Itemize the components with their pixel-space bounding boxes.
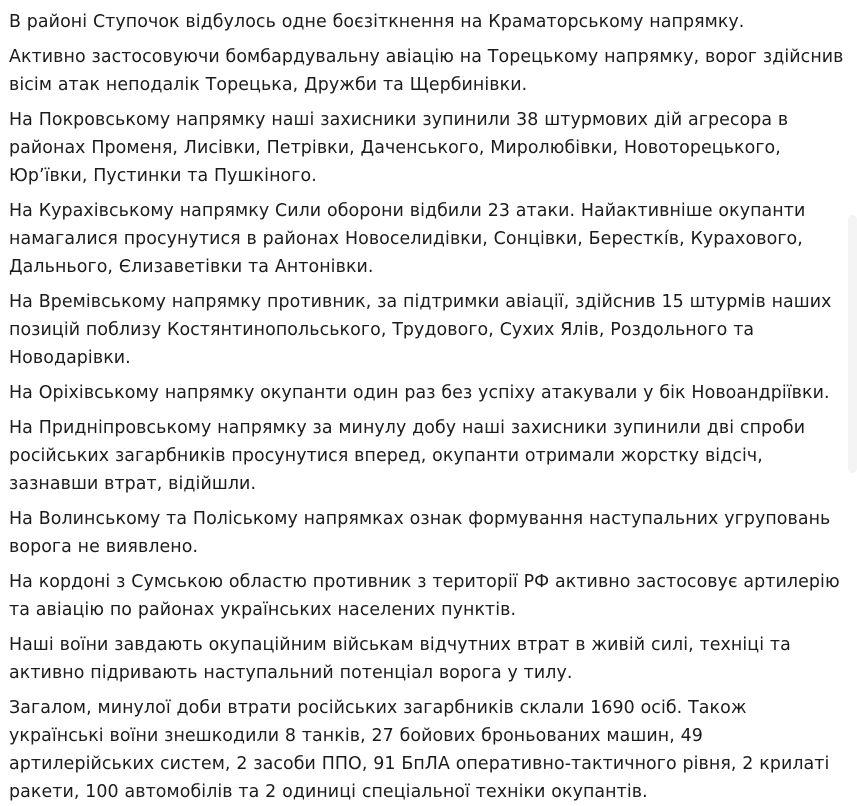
paragraph: На Курахівському напрямку Сили оборони відбили 23 атаки. Найактивніше окупанти намагалися просунутися в районах Новоселидівки, Сонцівки, Бересткі́в, Курахового, Дальнього, Єлизаветівки та Антонівки. [9,201,806,277]
paragraph: В районі Ступочок відбулось одне боєзіткнення на Краматорському напрямку. [9,12,745,32]
paragraph: На Придніпровському напрямку за минулу добу наші захисники зупинили дві спроби російських загарбників просунутися вперед, окупанти отримали жорстку відсіч, зазнавши втрат, відійшли. [9,418,806,494]
paragraph: На Покровському напрямку наші захисники зупинили 38 штурмових дій агресора в районах Променя, Лисівки, Петрівки, Даченського, Миролюбівки, Новоторецького, Юр’ївки, Пустинки та Пушкіного. [9,110,789,186]
paragraph: Загалом, минулої доби втрати російських загарбників склали 1690 осіб. Також українські воїни знешкодили 8 танків, 27 бойових броньованих машин, 49 артилерійських систем, 2 засоби ППО, 91 БпЛА оперативно-тактичного рівня, 2 крилаті ракети, 100 автомобілів та 2 одиниці спеціальної техніки окупантів. [9,698,830,802]
paragraph: На Оріхівському напрямку окупанти один раз без успіху атакували у бік Новоандріївки. [9,383,830,403]
scrollbar-thumb[interactable] [848,215,857,473]
paragraph: Наші воїни завдають окупаційним військам відчутних втрат в живій силі, техніці та активно підривають наступальний потенціал ворога у тилу. [9,635,791,683]
paragraph: Активно застосовуючи бомбардувальну авіацію на Торецькому напрямку, ворог здійснив вісім атак неподалік Торецька, Дружби та Щербинівки. [9,47,844,95]
paragraph: На кордоні з Сумською областю противник з території РФ активно застосовує артилерію та авіацію по районах українських населених пунктів. [9,572,840,620]
paragraph: На Волинському та Поліському напрямках ознак формування наступальних угруповань ворога не виявлено. [9,509,831,557]
paragraph: На Времівському напрямку противник, за підтримки авіації, здійснив 15 штурмів наших позицій поблизу Костянтинопольського, Трудового, Сухих Ялів, Роздольного та Новодарівки. [9,292,832,368]
vertical-scrollbar[interactable] [848,0,857,731]
